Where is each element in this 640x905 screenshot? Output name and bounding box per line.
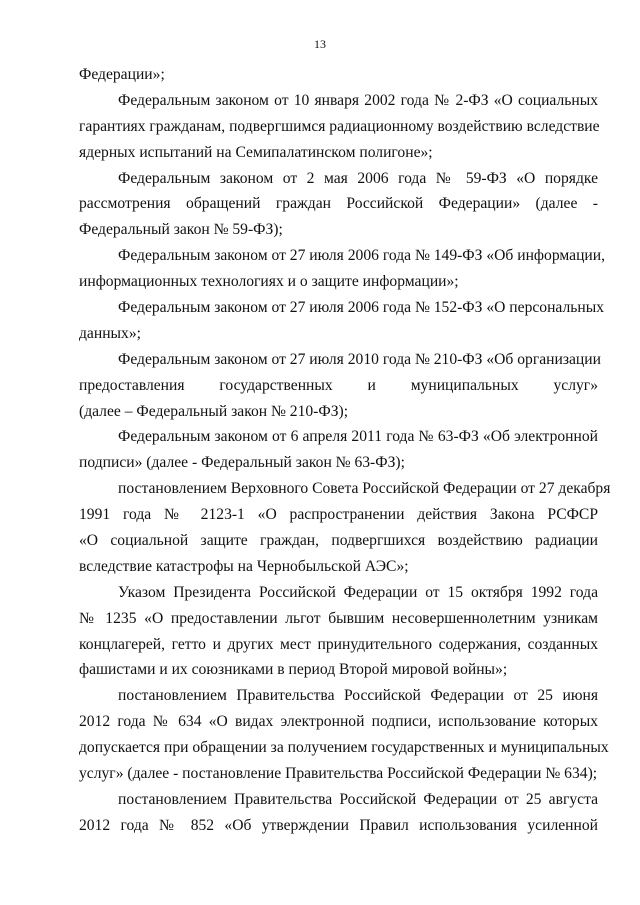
- text-line: (далее – Федеральный закон № 210-ФЗ);: [79, 402, 349, 420]
- text-line: услуг» (далее - постановление Правительства Российской Федерации № 634);: [79, 765, 598, 783]
- text-line: Федеральным законом от 27 июля 2010 года № 210-ФЗ «Об организации: [118, 350, 601, 368]
- text-line: предоставления государственных и муниципальных услуг»: [79, 376, 598, 394]
- text-line: «О социальной защите граждан, подвергшихся воздействию радиации: [79, 532, 598, 550]
- text-line: данных»;: [79, 324, 141, 342]
- text-line: Федеральным законом от 10 января 2002 года № 2-ФЗ «О социальных: [118, 91, 598, 109]
- text-line: 2012 года № 852 «Об утверждении Правил использования усиленной: [79, 816, 598, 834]
- document-body: [79, 62, 611, 839]
- text-line: фашистами и их союзниками в период Второй мировой войны»;: [79, 661, 508, 679]
- text-line: Федеральным законом от 6 апреля 2011 года № 63-ФЗ «Об электронной: [118, 428, 598, 446]
- text-line: постановлением Правительства Российской Федерации от 25 августа: [118, 790, 598, 808]
- text-line: 1991 года № 2123-1 «О распространении действия Закона РСФСР: [79, 506, 598, 524]
- text-line: Федеральным законом от 27 июля 2006 года № 149-ФЗ «Об информации,: [118, 247, 605, 265]
- text-line: постановлением Верховного Совета Российской Федерации от 27 декабря: [118, 480, 611, 498]
- text-line: подписи» (далее - Федеральный закон № 63-ФЗ);: [79, 454, 405, 472]
- text-line: Федеральным законом от 2 мая 2006 года № 59-ФЗ «О порядке: [118, 169, 598, 187]
- text-line: концлагерей, гетто и других мест принудительного содержания, созданных: [79, 635, 598, 653]
- text-line: Федеральным законом от 27 июля 2006 года № 152-ФЗ «О персональных: [118, 299, 604, 317]
- text-line: № 1235 «О предоставлении льгот бывшим несовершеннолетним узникам: [79, 609, 598, 627]
- text-line: Федерации»;: [79, 66, 165, 83]
- text-line: информационных технологиях и о защите информации»;: [79, 273, 459, 291]
- text-line: допускается при обращении за получением государственных и муниципальных: [79, 739, 609, 757]
- text-line: ядерных испытаний на Семипалатинском полигоне»;: [79, 143, 433, 161]
- text-line: Указом Президента Российской Федерации от 15 октября 1992 года: [118, 583, 598, 601]
- text-line: вследствие катастрофы на Чернобыльской АЭС»;: [79, 557, 409, 575]
- text-line: рассмотрения обращений граждан Российской Федерации» (далее -: [79, 195, 598, 213]
- text-line: гарантиях гражданам, подвергшимся радиационному воздействию вследствие: [79, 117, 600, 135]
- text-line: постановлением Правительства Российской Федерации от 25 июня: [118, 687, 598, 705]
- text-line: 2012 года № 634 «О видах электронной подписи, использование которых: [79, 713, 598, 731]
- page-number: 13: [314, 37, 326, 51]
- text-line: Федеральный закон № 59-ФЗ);: [79, 221, 283, 239]
